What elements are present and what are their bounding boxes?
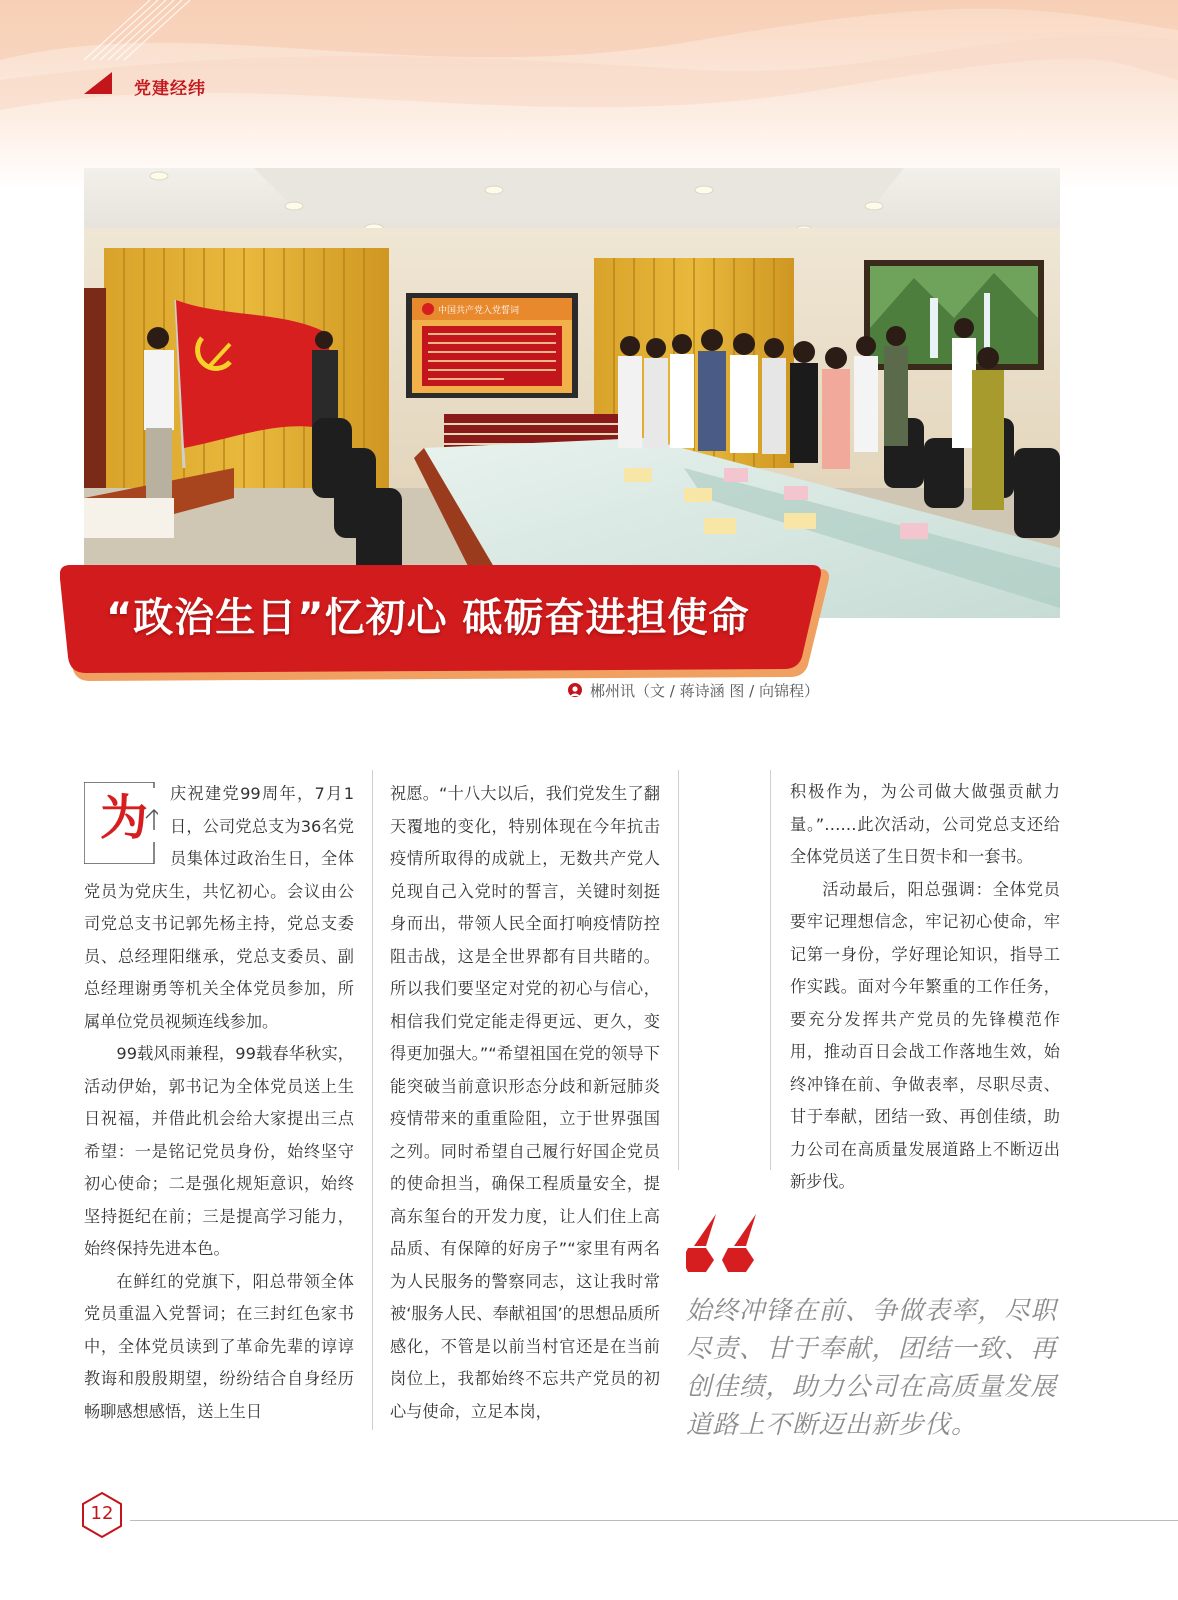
paragraph: 庆祝建党99周年，7月1日，公司党总支为36名党员集体过政治生日，全体党员为党庆生，共忆初心。会议由公司党总支书记郭先杨主持，党总支委员、总经理阳继承，党总支委员、副总经理谢勇等机关全体党员参加，所属单位党员视频连线参加。 [84,784,354,1031]
article-title: “政治生日”忆初心 砥砺奋进担使命 [106,595,750,641]
section-mark-icon [84,72,112,94]
hero-photo [84,168,1060,618]
article-column-1 [84,778,354,1428]
drop-cap-char: 为 [100,790,149,846]
page-number: 12 [90,1503,114,1524]
drop-cap [84,782,158,864]
byline-text: 郴州讯（文 / 蒋诗涵 图 / 向锦程） [590,682,819,700]
section-label: 党建经纬 [134,79,206,99]
pull-quote: 始终冲锋在前、争做表率，尽职尽责、甘于奉献，团结一致、再创佳绩，助力公司在高质量发展道路上不断迈出新步伐。 [686,1296,1058,1440]
quote-mark-icon [686,1212,766,1272]
paragraph: 祝愿。“十八大以后，我们党发生了翻天覆地的变化，特别体现在今年抗击疫情所取得的成就上，无数共产党人兑现自己入党时的誓言，关键时刻挺身而出，带领人民全面打响疫情防控阻击战，这是全世界都有目共睹的。所以我们要坚定对党的初心与信心，相信我们党定能走得更远、更久，变得更加强大。”“希望祖国在党的领导下能突破当前意识形态分歧和新冠肺炎疫情带来的重重险阻，立于世界强国之列。同时希望自己履行好国企党员的使命担当，确保工程质量安全，提高东玺台的开发力度，让人们住上高品质、有保障的好房子”“家里有两名为人民服务的警察同志，这让我时常被‘服务人民、奉献祖国’的思想品质所感化，不管是以前当村官还是在当前岗位上，我都始终不忘共产党员的初心与使命，立足本岗， [390,784,660,1421]
footer-rule [130,1520,1178,1521]
column-divider [678,770,679,1170]
byline [566,680,819,701]
location-pin-icon [566,682,584,700]
article-column-3 [790,776,1060,1199]
column-divider [372,770,373,1430]
screen-title: 中国共产党入党誓词 [438,305,520,315]
article-column-2 [390,778,660,1428]
paragraph: 在鲜红的党旗下，阳总带领全体党员重温入党誓词；在三封红色家书中，全体党员读到了革命先辈的谆谆教诲和殷殷期望，纷纷结合自身经历畅聊感想感悟，送上生日 [84,1271,354,1421]
column-divider [770,770,771,1170]
paragraph: 活动最后，阳总强调：全体党员要牢记理想信念，牢记初心使命，牢记第一身份，学好理论知识，指导工作实践。面对今年繁重的工作任务，要充分发挥共产党员的先锋模范作用，推动百日会战工作落地生效，始终冲锋在前、争做表率，尽职尽责、甘于奉献，团结一致、再创佳绩，助力公司在高质量发展道路上不断迈出新步伐。 [790,879,1060,1191]
paragraph: 99载风雨兼程，99载春华秋实，活动伊始，郭书记为全体党员送上生日祝福，并借此机会给大家提出三点希望：一是铭记党员身份，始终坚守初心使命；二是强化规矩意识，始终坚持挺纪在前；三是提高学习能力，始终保持先进本色。 [84,1044,354,1258]
paragraph: 积极作为，为公司做大做强贡献力量。”……此次活动，公司党总支还给全体党员送了生日贺卡和一套书。 [790,782,1060,866]
meeting-room-illustration [84,168,1060,618]
